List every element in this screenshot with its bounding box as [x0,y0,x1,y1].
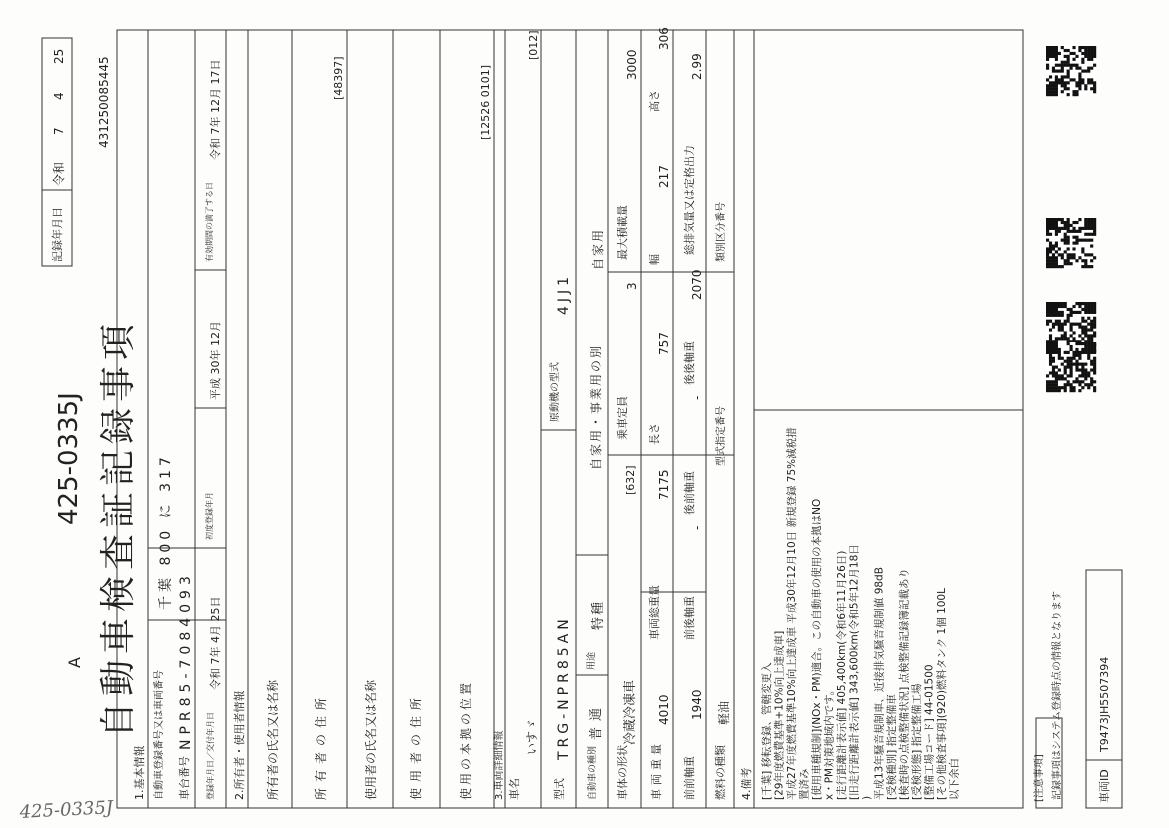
record-date-label: 記録年月日 [51,207,64,262]
notice-header: [注意事項] [1034,754,1045,802]
class-no-label: 類別区分番号 [716,202,727,262]
engine-value: 4JJ1 [556,272,572,315]
body-code: [632] [624,465,637,495]
gross-value: 7175 [657,469,671,500]
height-value: 306 [657,27,671,50]
qr-code [1046,218,1096,268]
rf-value: - [690,395,704,400]
remark-line: [受検種別] 指定整備車 [886,693,898,800]
fr-value: - [690,525,704,530]
record-date-day: 25 [52,48,66,64]
displacement-value: 2.99 [690,53,704,80]
kind-value: 普通 [589,701,604,740]
length-value: 757 [657,332,671,355]
remark-line: [千葉] 移転登録、管轄変更入 [761,662,773,800]
corner-mark: A [65,657,84,668]
remarks-lines [760,427,961,800]
remark-line: 平成13年騒音規制車、近接排気騒音規制値 98dB [873,567,886,800]
height-label: 高さ [648,90,661,112]
user-name-label: 使用者の氏名又は名称 [364,679,378,800]
s4-header: 4.備考 [740,767,753,800]
record-date-era: 令和 [52,161,66,186]
use-label: 用途 [587,651,597,670]
maker-value: いすゞ [525,718,539,755]
qr-codes [1046,46,1096,392]
serial-number: 431250085445 [97,56,111,148]
fr-label: 前後軸重 [683,596,696,640]
capacity-value: 3 [625,282,639,290]
chassis-value: NPR85-7084093 [178,571,194,750]
width-value: 217 [657,165,671,188]
rr-value: 2070 [690,269,704,300]
remark-line: [整備工場コード] 44-01500 [923,664,936,800]
vehicle-id-value: T9473JH5507394 [1098,656,1111,752]
weight-value: 4010 [657,694,671,725]
remark-line: ) [861,795,873,800]
record-date-box [42,38,72,266]
body-label: 車体の形状 [616,745,629,800]
s3-header: 3.車両詳細情報 [494,730,505,800]
reg-value: 千葉 800 に 317 [158,453,174,610]
qr-code [1046,342,1096,392]
use-value: 特種 [591,599,606,630]
record-date-month: 4 [52,92,66,100]
expiry-value: 令和 7年 12月 17日 [209,59,222,160]
first-reg-value: 平成 30年 12月 [209,321,222,400]
model-label: 型式 [553,778,566,800]
rr-label: 後後軸重 [683,341,696,385]
remark-line: [旧走行距離計表示値] 343,600km(令和5年12月18日 [848,544,861,800]
width-label: 幅 [648,254,661,265]
issue-value: 令和 7年 4月 25日 [209,596,222,690]
first-reg-label: 初度登録年月 [205,492,214,540]
s2-header: 2.所有者・使用者情報 [233,690,246,800]
rf-label: 後前軸重 [683,471,696,515]
owner-addr-label: 所有者の住所 [314,691,328,800]
engine-label: 原動機の型式 [550,362,561,422]
type-no-label: 型式指定番号 [716,406,727,466]
remark-line: 平成27年度燃費基準10%向上達成車 平成30年12月10日 新規登録 75%減税措 [786,427,798,800]
ff-label: 前前軸重 [683,756,696,800]
remark-line: 置済み [798,768,811,800]
remark-line: [受検形態] 指定整備工場 [911,683,923,800]
ff-value: 1940 [690,689,704,720]
length-label: 長さ [648,423,661,445]
gross-label: 車両総重量 [648,585,661,640]
maker-label: 車名 [508,778,521,800]
capacity-label: 乗車定員 [616,396,629,440]
load-value: 3000 [625,49,639,80]
kind-label: 自動車の種別 [588,745,598,800]
remark-line: x・PM対策地域内です。 [823,684,836,800]
record-date-year: 7 [52,127,66,135]
chassis-label: 車台番号 [178,756,191,800]
load-label: 最大積載量 [616,205,629,260]
remark-line: [使用車種規制](NOx・PM)適合。この自動車の使用の本拠はNO [811,498,823,800]
remark-line: [検査時の点検整備状況] 点検整備記録簿記載あり [898,567,911,800]
displacement-label: 総排気量又は定格出力 [683,145,696,255]
fuel-value: 軽油 [717,700,731,725]
biz-value: 自家用 [591,227,605,270]
expiry-label: 有効期間の満了する日 [205,182,214,262]
biz-label: 自家用・事業用の別 [589,343,603,470]
document-title: 自動車検査証記録事項 [98,317,139,738]
issue-label: 登録年月日／交付年月日 [206,712,215,800]
plate-code: 425-0335J [54,392,84,525]
base-label: 使用の本拠の位置 [459,679,473,800]
owner-name-label: 所有者の氏名又は名称 [266,679,280,800]
remark-line: [29年度燃費基準+10%向上達成車] [773,630,786,800]
vehicle-id-label: 車両ID [1098,769,1111,803]
s1-header: 1.基本情報 [133,745,146,800]
remark-line: 以下余白 [948,758,961,800]
remark-line: [その他検査事項](920)燃料タンク 1個 100L [936,588,948,800]
base-code: [12526 0101] [479,64,492,140]
qr-code [1046,46,1096,96]
notice-text: 記録事項はシステム登録時点の情報となります [1052,591,1063,800]
handwritten-note: 425-0335J [19,797,114,823]
maker-code: [012] [527,30,540,60]
reg-label: 自動車登録番号又は車両番号 [154,670,165,800]
body-value: 冷蔵冷凍車 [623,679,638,745]
remark-line: [走行距離計表示値] 405,400km(令和6年11月26日) [836,550,848,800]
weight-label: 車両重量 [650,740,663,800]
fuel-label: 燃料の種類 [714,745,727,800]
owner-code: [48397] [332,56,345,100]
user-addr-label: 使用者の住所 [409,691,423,800]
model-value: TRG-NPR85AN [556,615,572,760]
